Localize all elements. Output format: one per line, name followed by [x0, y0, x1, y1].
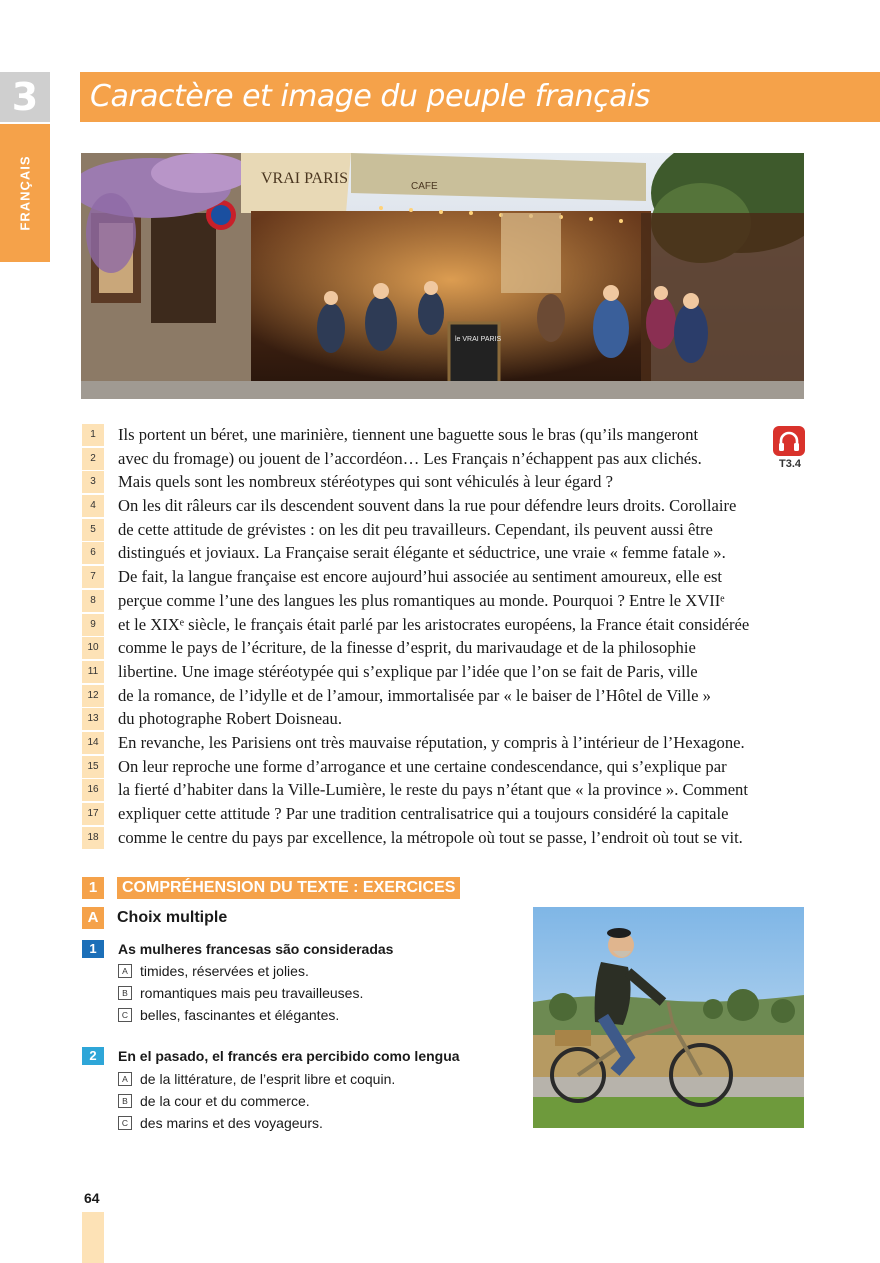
- line-number: 11: [82, 661, 104, 683]
- text-line: [82, 707, 802, 731]
- line-number: 3: [82, 471, 104, 493]
- line-number: 1: [82, 424, 104, 446]
- line-number: 2: [82, 448, 104, 470]
- line-text: de cette attitude de grévistes : on les dit peu travailleurs. Cependant, ils peuvent aussi être: [118, 519, 713, 539]
- line-number: 18: [82, 827, 104, 849]
- chalkboard-text: le VRAI PARIS: [455, 336, 502, 343]
- line-text: De fait, la langue française est encore aujourd’hui associée au sentiment amoureux, elle est: [118, 567, 723, 587]
- line-text: perçue comme l’une des langues les plus romantiques au monde. Pourquoi ? Entre le XVIIᵉ: [118, 590, 725, 610]
- option-text: de la littérature, de l’esprit libre et coquin.: [140, 1071, 396, 1087]
- checkbox-letter[interactable]: B: [118, 986, 132, 1000]
- line-number: 16: [82, 779, 104, 801]
- paris-cafe-photo: [81, 153, 804, 399]
- line-text: En revanche, les Parisiens ont très mauvaise réputation, y compris à l’intérieur de l’Hexagone.: [118, 732, 745, 752]
- section-number: 1: [82, 877, 104, 899]
- line-number: 14: [82, 732, 104, 754]
- text-line: [82, 470, 802, 494]
- option-text: des marins et des voyageurs.: [140, 1115, 323, 1131]
- option-text: de la cour et du commerce.: [140, 1093, 310, 1109]
- question-2-text: En el pasado, el francés era percibido como lengua: [118, 1048, 460, 1064]
- text-line: [82, 494, 802, 518]
- checkbox-letter[interactable]: C: [118, 1008, 132, 1022]
- question-1-text: As mulheres francesas são consideradas: [118, 941, 394, 957]
- q2-option-a[interactable]: [118, 1069, 395, 1089]
- page-number: 64: [84, 1190, 100, 1206]
- title-bar: [80, 72, 880, 122]
- line-number: 9: [82, 614, 104, 636]
- text-line: [82, 541, 802, 565]
- question-1-number: 1: [82, 940, 104, 958]
- line-text: du photographe Robert Doisneau.: [118, 709, 342, 729]
- line-text: avec du fromage) ou jouent de l’accordéon… Les Français n’échappent pas aux clichés.: [118, 448, 702, 468]
- text-line: [82, 613, 802, 637]
- option-text: timides, réservées et jolies.: [140, 963, 309, 979]
- text-line: [82, 565, 802, 589]
- text-line: [82, 731, 802, 755]
- q2-option-b[interactable]: [118, 1091, 310, 1111]
- line-number: 5: [82, 519, 104, 541]
- line-text: et le XIXᵉ siècle, le français était parlé par les aristocrates européens, la France était considérée: [118, 614, 750, 634]
- headphones-icon: [773, 426, 805, 456]
- text-line: [82, 636, 802, 660]
- line-number: 10: [82, 637, 104, 659]
- line-number: 17: [82, 803, 104, 825]
- line-text: distingués et joviaux. La Française serait élégante et séductrice, une vraie « femme fatale ».: [118, 543, 726, 563]
- cafe-sign-text: VRAI PARIS: [261, 170, 348, 187]
- q1-option-c[interactable]: [118, 1005, 339, 1025]
- checkbox-letter[interactable]: A: [118, 964, 132, 978]
- page-number-strip: [82, 1212, 104, 1263]
- text-line: [82, 660, 802, 684]
- checkbox-letter[interactable]: C: [118, 1116, 132, 1130]
- subsection-title: Choix multiple: [117, 909, 228, 926]
- text-line: [82, 826, 802, 850]
- checkbox-letter[interactable]: B: [118, 1094, 132, 1108]
- line-text: Ils portent un béret, une marinière, tiennent une baguette sous le bras (qu’ils mangeront: [118, 425, 699, 444]
- q1-option-b[interactable]: [118, 983, 363, 1003]
- line-text: On les dit râleurs car ils descendent souvent dans la rue pour défendre leurs droits. Corollaire: [118, 496, 737, 516]
- line-text: comme le centre du pays par excellence, la métropole où tout se passe, l’endroit où tout se vit.: [118, 827, 743, 847]
- line-text: de la romance, de l’idylle et de l’amour, immortalisée par « le baiser de l’Hôtel de Ville »: [118, 685, 711, 705]
- chapter-tab-label: FRANÇAIS: [17, 155, 33, 231]
- option-text: belles, fascinantes et élégantes.: [140, 1007, 340, 1023]
- page-title: Caractère et image du peuple français: [90, 79, 650, 114]
- line-number: 6: [82, 542, 104, 564]
- line-number: 8: [82, 590, 104, 612]
- line-number: 15: [82, 756, 104, 778]
- line-text: expliquer cette attitude ? Par une tradition centralisatrice qui a toujours considéré la capitale: [118, 804, 729, 823]
- line-number: 12: [82, 685, 104, 707]
- chapter-tab: [0, 124, 50, 262]
- text-line: [82, 755, 802, 779]
- line-text: la fierté d’habiter dans la Ville-Lumière, le reste du pays n’étant que « la province ». Comment: [118, 780, 748, 800]
- question-2-number: 2: [82, 1047, 104, 1065]
- line-text: libertine. Une image stéréotypée qui s’explique par l’idée que l’on se fait de Paris, ville: [118, 661, 698, 681]
- line-number: 4: [82, 495, 104, 517]
- text-line: [82, 423, 802, 447]
- line-number: 7: [82, 566, 104, 588]
- line-text: On leur reproche une forme d’arrogance et une certaine condescendance, qui s’explique par: [118, 756, 727, 776]
- text-line: [82, 447, 802, 471]
- text-line: [82, 684, 802, 708]
- text-line: [82, 518, 802, 542]
- chapter-number: 3: [0, 72, 50, 122]
- subsection-letter: A: [82, 907, 104, 929]
- text-line: [82, 589, 802, 613]
- line-text: Mais quels sont les nombreux stéréotypes qui sont véhiculés à leur égard ?: [118, 472, 613, 492]
- q2-option-c[interactable]: [118, 1113, 323, 1133]
- cafe-awning-text: CAFE: [411, 181, 438, 192]
- text-line: [82, 802, 802, 826]
- reading-text: [82, 423, 802, 849]
- checkbox-letter[interactable]: A: [118, 1072, 132, 1086]
- text-line: [82, 778, 802, 802]
- audio-track-label: T3.4: [778, 458, 801, 470]
- man-on-moped-photo: [533, 907, 804, 1128]
- line-text: comme le pays de l’écriture, de la finesse d’esprit, du marivaudage et de la philosophie: [118, 638, 696, 658]
- line-number: 13: [82, 708, 104, 730]
- option-text: romantiques mais peu travailleuses.: [140, 985, 364, 1001]
- q1-option-a[interactable]: [118, 961, 309, 981]
- audio-track-button[interactable]: [773, 426, 805, 456]
- section-title: COMPRÉHENSION DU TEXTE : EXERCICES: [117, 877, 460, 899]
